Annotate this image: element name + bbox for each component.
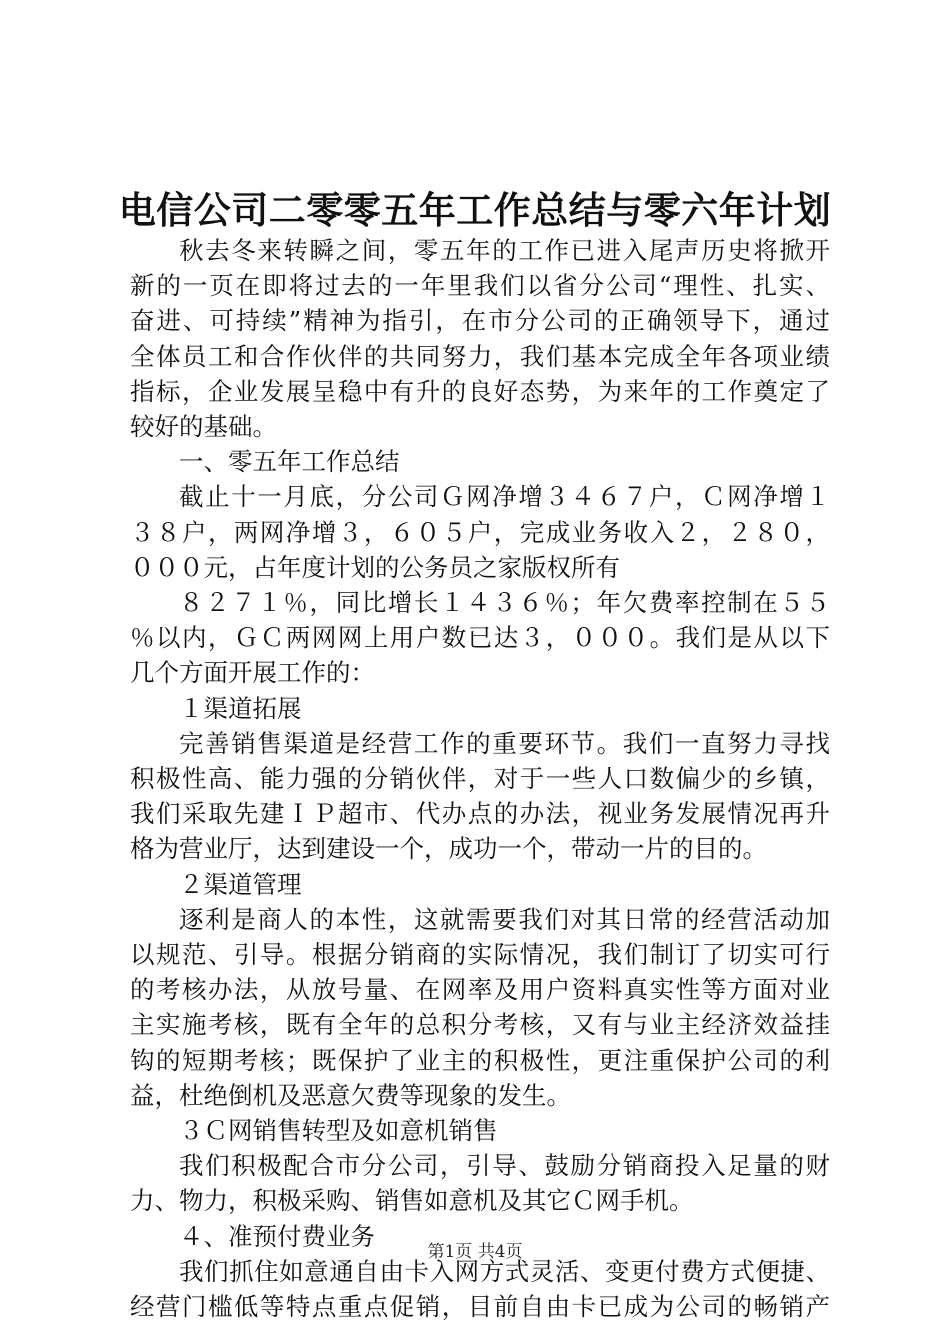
text-line: 钩的短期考核；既保护了业主的积极性，更注重保护公司的利 <box>130 1045 830 1075</box>
subsection-heading: １渠道拓展 <box>179 693 302 723</box>
text-line: 完善销售渠道是经营工作的重要环节。我们一直努力寻找 <box>179 728 830 758</box>
text-line: 主实施考核，既有全年的总积分考核，又有与业主经济效益挂 <box>130 1010 830 1040</box>
document-body <box>130 233 830 1324</box>
text-line: 的考核办法，从放号量、在网率及用户资料真实性等方面对业 <box>130 975 830 1005</box>
text-line: 经营门槛低等特点重点促销，目前自由卡已成为公司的畅销产 <box>130 1292 830 1322</box>
text-line: 力、物力，积极采购、销售如意机及其它Ｃ网手机。 <box>130 1186 694 1216</box>
text-line: ３８户，两网净增３，６０５户，完成业务收入２，２８０， <box>130 517 830 547</box>
subsection-heading: ２渠道管理 <box>179 869 302 899</box>
intro-paragraph <box>130 233 830 444</box>
text-line: ０００元，占年度计划的公务员之家版权所有 <box>130 552 620 582</box>
text-line: 新的一页在即将过去的一年里我们以省分公司“理性、扎实、 <box>130 271 830 301</box>
stats-paragraph <box>130 479 830 585</box>
text-line: 格为营业厅，达到建设一个，成功一个，带动一片的目的。 <box>130 834 767 864</box>
stats-continued-paragraph <box>130 585 830 691</box>
body-paragraph <box>130 1254 830 1324</box>
body-paragraph <box>130 902 830 1113</box>
text-line: 我们采取先建ＩＰ超市、代办点的办法，视业务发展情况再升 <box>130 799 830 829</box>
text-line: ％以内，ＧＣ两网网上用户数已达３，０００。我们是从以下 <box>130 623 830 653</box>
text-line: 奋进、可持续”精神为指引，在市分公司的正确领导下，通过 <box>130 306 830 336</box>
text-line: 以规范、引导。根据分销商的实际情况，我们制订了切实可行 <box>130 940 830 970</box>
text-line: 截止十一月底，分公司Ｇ网净增３４６７户，Ｃ网净增１ <box>179 482 830 512</box>
subsection-heading: ３Ｃ网销售转型及如意机销售 <box>179 1116 498 1146</box>
subsection-heading: ４、准预付费业务 <box>179 1221 375 1251</box>
text-line: 我们抓住如意通自由卡入网方式灵活、变更付费方式便捷、 <box>179 1256 830 1286</box>
text-line: 全体员工和合作伙伴的共同努力，我们基本完成全年各项业绩 <box>130 341 830 371</box>
text-line: 积极性高、能力强的分销伙伴，对于一些人口数偏少的乡镇， <box>130 764 830 794</box>
text-line: 我们积极配合市分公司，引导、鼓励分销商投入足量的财 <box>179 1151 830 1181</box>
text-line: ８２７１％，同比增长１４３６％；年欠费率控制在５５ <box>179 588 830 618</box>
section-heading: 一、零五年工作总结 <box>179 447 400 477</box>
text-line: 益，杜绝倒机及恶意欠费等现象的发生。 <box>130 1080 571 1110</box>
document-title: 电信公司二零零五年工作总结与零六年计划 <box>118 188 832 232</box>
body-paragraph <box>130 726 830 867</box>
body-paragraph <box>130 1148 830 1218</box>
text-line: 逐利是商人的本性，这就需要我们对其日常的经营活动加 <box>179 904 830 934</box>
text-line: 几个方面开展工作的： <box>130 658 375 688</box>
text-line: 指标，企业发展呈稳中有升的良好态势，为来年的工作奠定了 <box>130 376 830 406</box>
page-number-footer: 第1页 共4页 <box>427 1242 523 1262</box>
text-line: 秋去冬来转瞬之间，零五年的工作已进入尾声历史将掀开 <box>179 236 830 265</box>
text-line: 较好的基础。 <box>130 412 277 442</box>
